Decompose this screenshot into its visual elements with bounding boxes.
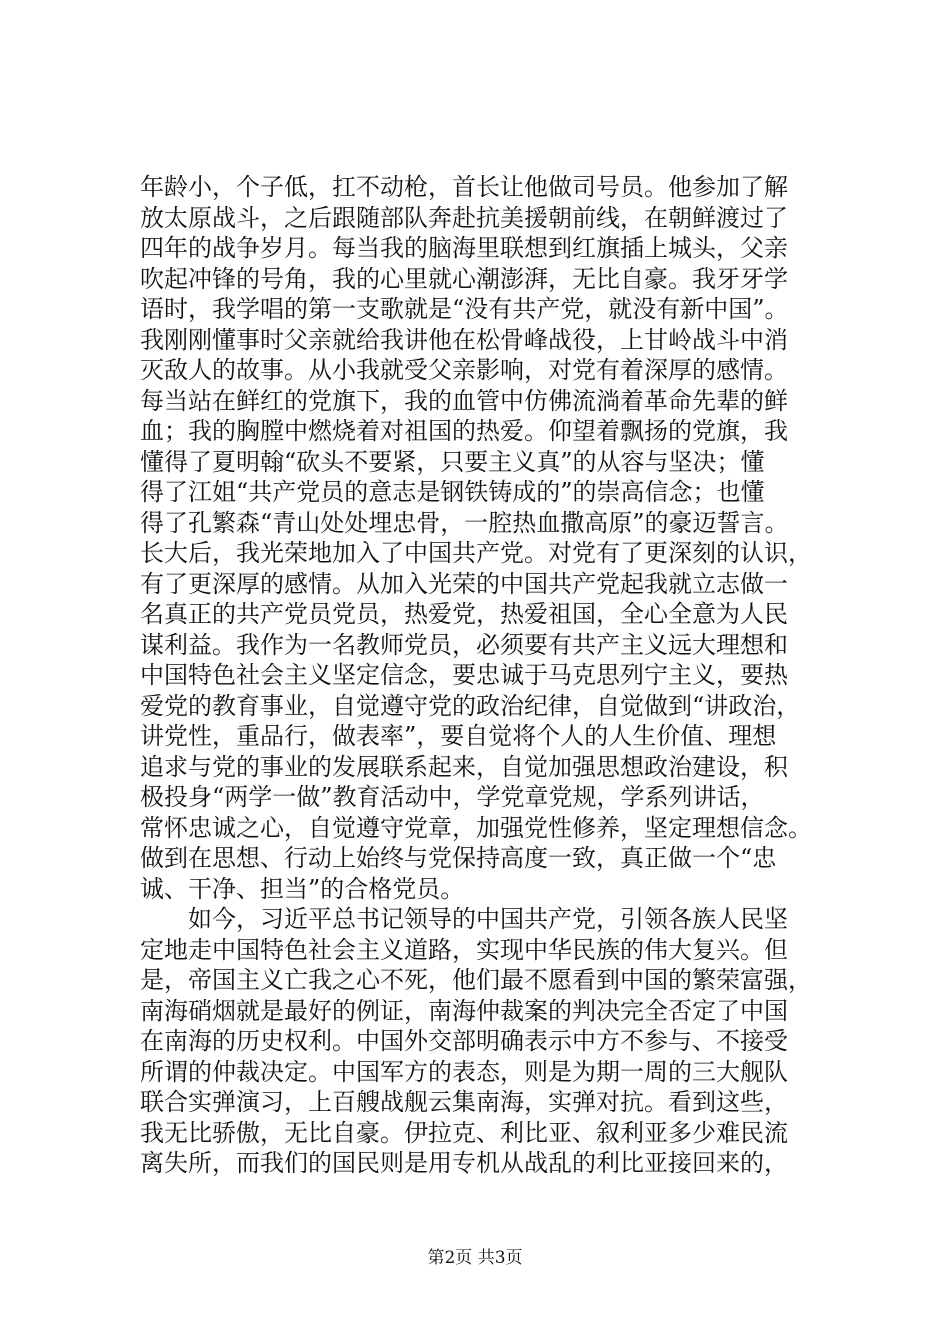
paragraph-1 (140, 172, 850, 904)
text-line: 联合实弹演习，上百艘战舰云集南海，实弹对抗。看到这些， (140, 1088, 788, 1116)
text-line: 爱党的教育事业，自觉遵守党的政治纪律，自觉做到“讲政治， (140, 691, 801, 720)
text-line: 在南海的历史权利。中国外交部明确表示中方不参与、不接受 (140, 1027, 788, 1055)
text-line: 有了更深厚的感情。从加入光荣的中国共产党起我就立志做一 (140, 569, 788, 598)
text-line: 诚、干净、担当”的合格党员。 (140, 874, 465, 903)
paragraph-2 (140, 904, 850, 1179)
text-line: 得了江姐“共产党员的意志是钢铁铸成的”的崇高信念；也懂 (140, 478, 765, 506)
page-footer: 第2页 共3页 (427, 1248, 523, 1268)
text-line: 定地走中国特色社会主义道路，实现中华民族的伟大复兴。但 (140, 935, 788, 964)
text-line: 我无比骄傲，无比自豪。伊拉克、利比亚、叙利亚多少难民流 (140, 1118, 788, 1147)
text-line: 离失所，而我们的国民则是用专机从战乱的利比亚接回来的， (140, 1149, 788, 1177)
text-line: 所谓的仲裁决定。中国军方的表态，则是为期一周的三大舰队 (140, 1057, 788, 1086)
text-line: 名真正的共产党员党员，热爱党，热爱祖国，全心全意为人民 (140, 600, 788, 628)
text-line: 南海硝烟就是最好的例证，南海仲裁案的判决完全否定了中国 (140, 996, 788, 1025)
text-line: 长大后，我光荣地加入了中国共产党。对党有了更深刻的认识， (140, 539, 812, 567)
text-line: 灭敌人的故事。从小我就受父亲影响，对党有着深厚的感情。 (140, 356, 788, 384)
text-line: 如今，习近平总书记领导的中国共产党，引领各族人民坚 (140, 905, 788, 933)
text-line: 每当站在鲜红的党旗下，我的血管中仿佛流淌着革命先辈的鲜 (140, 386, 788, 415)
text-line: 血；我的胸膛中燃烧着对祖国的热爱。仰望着飘扬的党旗，我 (140, 417, 788, 445)
text-line: 得了孔繁森“青山处处埋忠骨，一腔热血撒高原”的豪迈誓言。 (140, 508, 789, 537)
text-line: 年龄小，个子低，扛不动枪，首长让他做司号员。他参加了解 (140, 173, 788, 201)
text-line: 做到在思想、行动上始终与党保持高度一致，真正做一个“忠 (140, 844, 777, 872)
text-line: 是，帝国主义亡我之心不死，他们最不愿看到中国的繁荣富强， (140, 966, 812, 994)
text-line: 极投身“两学一做”教育活动中，学党章党规，学系列讲话， (140, 783, 765, 811)
text-line: 追求与党的事业的发展联系起来，自觉加强思想政治建设，积 (140, 752, 788, 781)
text-line: 谋利益。我作为一名教师党员，必须要有共产主义远大理想和 (140, 630, 788, 659)
text-line: 四年的战争岁月。每当我的脑海里联想到红旗插上城头，父亲 (140, 234, 788, 262)
text-line: 中国特色社会主义坚定信念，要忠诚于马克思列宁主义，要热 (140, 661, 788, 689)
text-line: 讲党性，重品行，做表率”，要自觉将个人的人生价值、理想 (140, 722, 777, 750)
text-line: 懂得了夏明翰“砍头不要紧，只要主义真”的从容与坚决；懂 (140, 447, 765, 476)
text-line: 吹起冲锋的号角，我的心里就心潮澎湃，无比自豪。我牙牙学 (140, 264, 788, 293)
text-line: 常怀忠诚之心，自觉遵守党章，加强党性修养，坚定理想信念。 (140, 813, 812, 842)
text-line: 放太原战斗，之后跟随部队奔赴抗美援朝前线，在朝鲜渡过了 (140, 203, 788, 232)
text-line: 语时，我学唱的第一支歌就是“没有共产党，就没有新中国”。 (140, 295, 789, 323)
document-body (140, 172, 850, 1179)
text-line: 我刚刚懂事时父亲就给我讲他在松骨峰战役，上甘岭战斗中消 (140, 325, 788, 354)
